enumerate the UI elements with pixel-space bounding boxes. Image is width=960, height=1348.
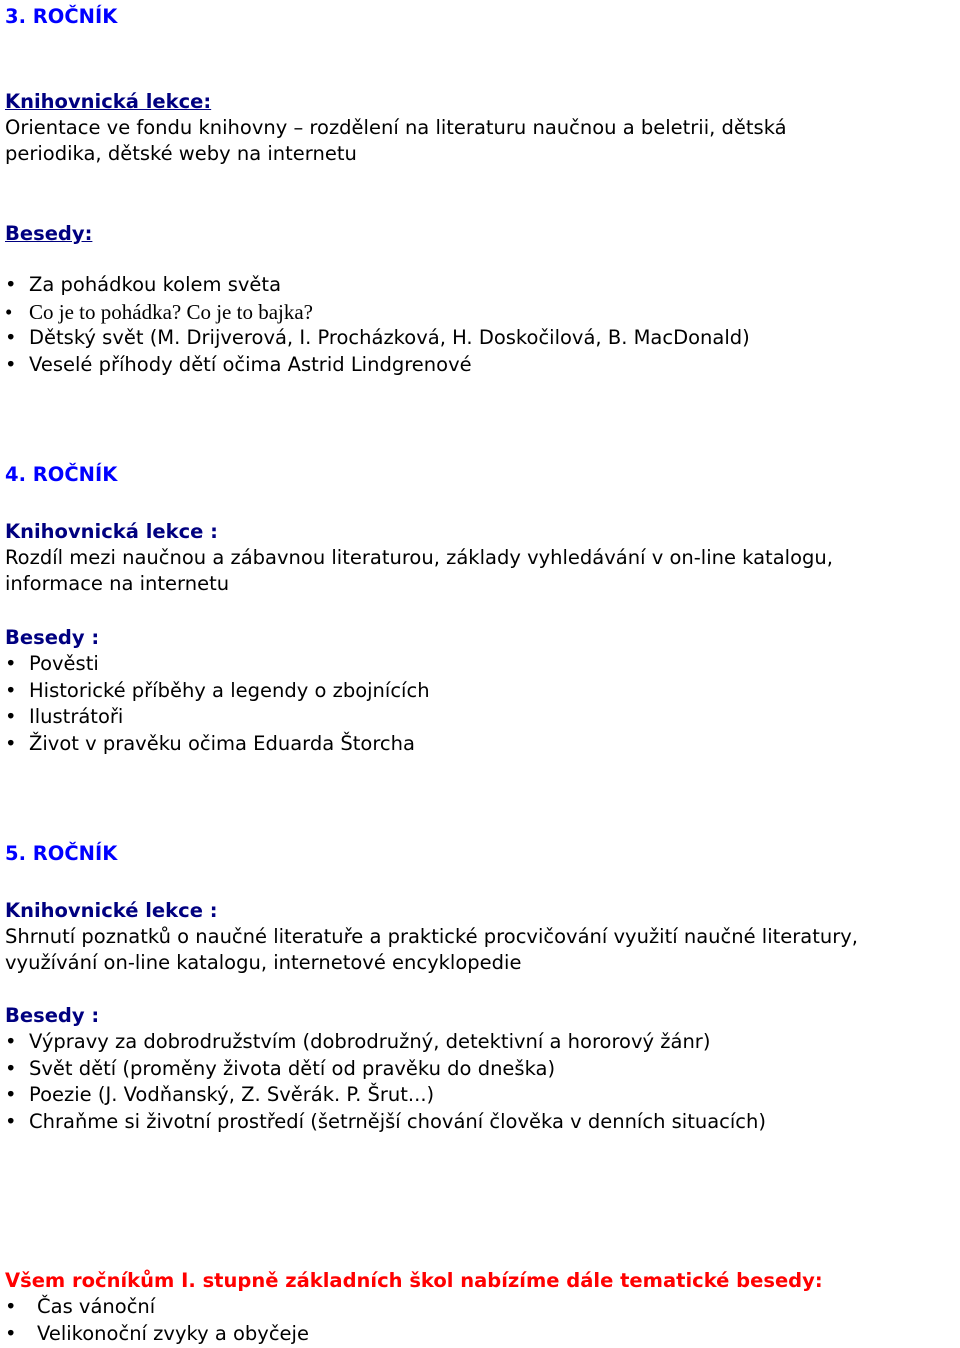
all-grades-talks-list: [5, 1294, 309, 1347]
grade-4-talks-list: [5, 651, 430, 757]
grade-3-lesson-text-line-1: Orientace ve fondu knihovny – rozdělení na literaturu naučnou a beletrii, dětská: [5, 116, 787, 139]
grade-4-lesson-label: Knihovnická lekce :: [5, 520, 218, 543]
grade-5-lesson-label: Knihovnické lekce :: [5, 899, 218, 922]
grade-5-heading: 5. ROČNÍK: [5, 842, 118, 865]
grade-4-talks-label: Besedy :: [5, 626, 100, 649]
all-grades-offer-heading: Všem ročníkům I. stupně základních škol nabízíme dále tematické besedy:: [5, 1269, 823, 1292]
list-item: • Veselé příhody dětí očima Astrid Lindgrenové: [5, 352, 750, 379]
list-item: • Historické příběhy a legendy o zbojnících: [5, 678, 430, 705]
list-item: • Pověsti: [5, 651, 430, 678]
grade-3-heading: 3. ROČNÍK: [5, 5, 118, 28]
list-item: • Dětský svět (M. Drijverová, I. Procházková, H. Doskočilová, B. MacDonald): [5, 325, 750, 352]
list-item: • Co je to pohádka? Co je to bajka?: [5, 299, 750, 326]
grade-5-talks-list: [5, 1029, 766, 1135]
list-item: • Velikonoční zvyky a obyčeje: [5, 1321, 309, 1348]
list-item: • Svět dětí (proměny života dětí od pravěku do dneška): [5, 1056, 766, 1083]
list-item: • Čas vánoční: [5, 1294, 309, 1321]
grade-5-lesson-text-line-1: Shrnutí poznatků o naučné literatuře a praktické procvičování využití naučné literatury,: [5, 925, 859, 948]
list-item: • Za pohádkou kolem světa: [5, 272, 750, 299]
grade-4-heading: 4. ROČNÍK: [5, 463, 118, 486]
grade-3-talks-label: Besedy:: [5, 222, 93, 245]
list-item: • Ilustrátoři: [5, 704, 430, 731]
list-item: • Život v pravěku očima Eduarda Štorcha: [5, 731, 430, 758]
list-item: • Výpravy za dobrodružstvím (dobrodružný, detektivní a hororový žánr): [5, 1029, 766, 1056]
list-item: • Poezie (J. Vodňanský, Z. Svěrák. P. Šrut...): [5, 1082, 766, 1109]
grade-5-lesson-text-line-2: využívání on-line katalogu, internetové encyklopedie: [5, 951, 522, 974]
grade-3-lesson-text-line-2: periodika, dětské weby na internetu: [5, 142, 357, 165]
grade-3-talks-list: [5, 272, 750, 378]
grade-4-lesson-text-line-1: Rozdíl mezi naučnou a zábavnou literaturou, základy vyhledávání v on-line katalogu,: [5, 546, 833, 569]
list-item: • Chraňme si životní prostředí (šetrnější chování člověka v denních situacích): [5, 1109, 766, 1136]
grade-4-lesson-text-line-2: informace na internetu: [5, 572, 230, 595]
grade-3-lesson-label: Knihovnická lekce:: [5, 90, 212, 113]
grade-5-talks-label: Besedy :: [5, 1004, 100, 1027]
